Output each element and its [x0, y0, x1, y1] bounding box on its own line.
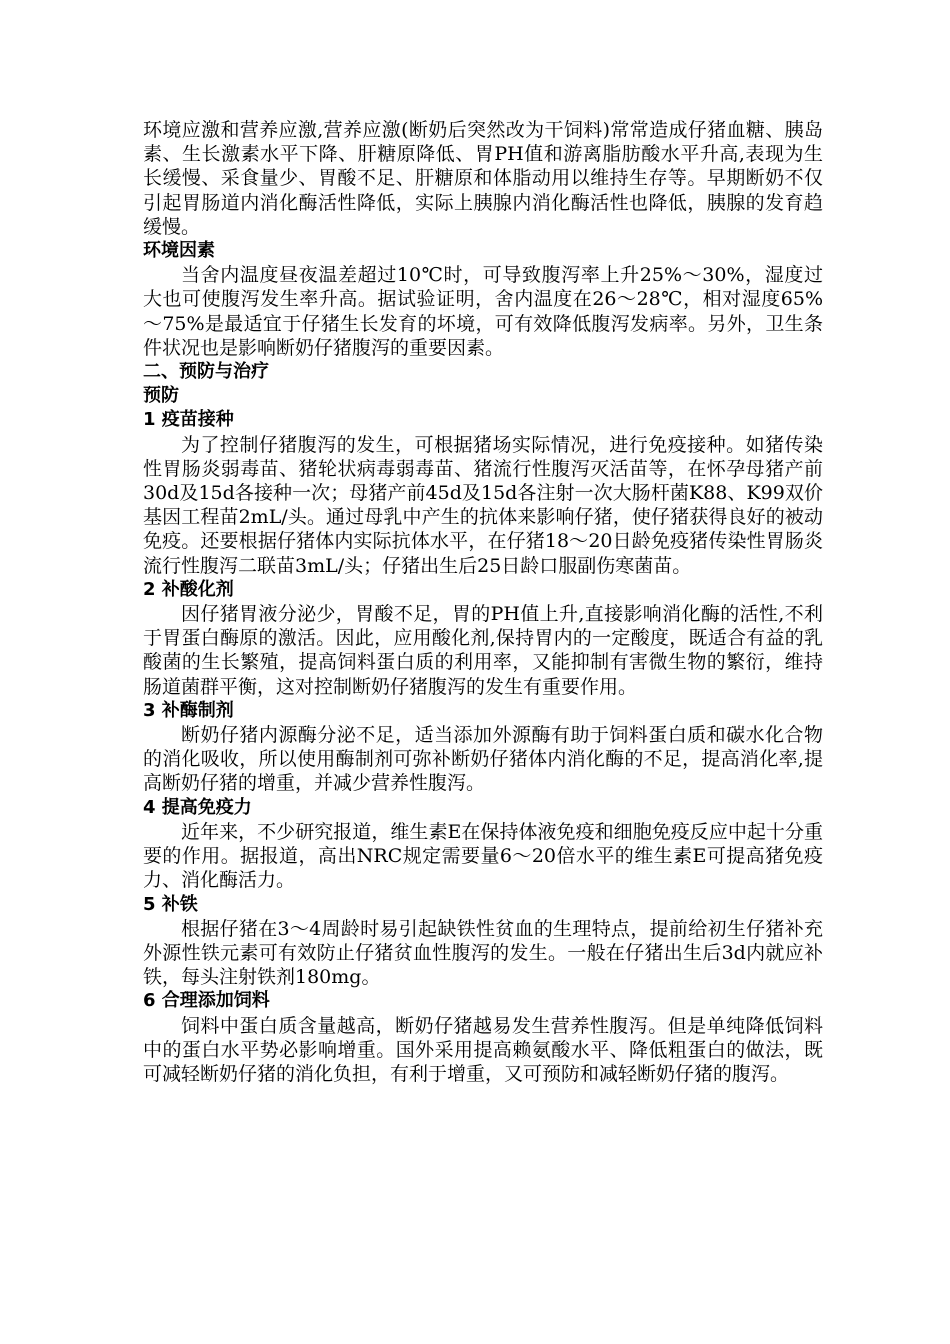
environment-paragraph: 当舍内温度昼夜温差超过10℃时，可导致腹泻率上升25%～30%，湿度过大也可使腹泻发生率升高。据试验证明，舍内温度在26～28℃，相对湿度65%～75%是最适宜于仔猪生长发育的坏境，可有效降低腹泻发病率。另外，卫生条件状况也是影响断奶仔猪腹泻的重要因素。 [143, 264, 823, 359]
immunity-paragraph: 近年来，不少研究报道，维生素E在保持体液免疫和细胞免疫反应中起十分重要的作用。据报道，高出NRC规定需要量6～20倍水平的维生素E可提高猪免疫力、消化酶活力。 [143, 820, 823, 892]
feed-paragraph: 饲料中蛋白质含量越高，断奶仔猪越易发生营养性腹泻。但是单纯降低饲料中的蛋白水平势必影响增重。国外采用提高赖氨酸水平、降低粗蛋白的做法，既可减轻断奶仔猪的消化负担，有利于增重，又可预防和减轻断奶仔猪的腹泻。 [143, 1014, 823, 1085]
heading-environment: 环境因素 [143, 240, 215, 262]
heading-enzyme: 3 补酶制剂 [143, 699, 234, 721]
iron-paragraph: 根据仔猪在3～4周龄时易引起缺铁性贫血的生理特点，提前给初生仔猪补充外源性铁元素可有效防止仔猪贫血性腹泻的发生。一般在仔猪出生后3d内就应补铁，每头注射铁剂180mg。 [143, 917, 823, 989]
vaccination-paragraph: 为了控制仔猪腹泻的发生，可根据猪场实际情况，进行免疫接种。如猪传染性胃肠炎弱毒苗、猪轮状病毒弱毒苗、猪流行性腹泻灭活苗等，在怀孕母猪产前30d及15d各接种一次；母猪产前45d及15d各注射一次大肠杆菌K88、K99双价基因工程苗2mL/头。通过母乳中产生的抗体来影响仔猪，使仔猪获得良好的被动免疫。还要根据仔猪体内实际抗体水平，在仔猪18～20日龄免疫猪传染性胃肠炎流行性腹泻二联苗3mL/头；仔猪出生后25日龄口服副伤寒菌苗。 [143, 433, 823, 577]
heading-acidifier: 2 补酸化剂 [143, 578, 234, 600]
heading-section-2: 二、预防与治疗 [143, 361, 269, 383]
heading-immunity: 4 提高免疫力 [143, 796, 252, 818]
document-body [143, 118, 823, 1086]
intro-paragraph: 环境应激和营养应激,营养应激(断奶后突然改为干饲料)常常造成仔猪血糖、胰岛素、生长激素水平下降、肝糖原降低、胃PH值和游离脂肪酸水平升高,表现为生长缓慢、采食量少、胃酸不足、肝糖原和体脂动用以维持生存等。早期断奶不仅引起胃肠道内消化酶活性降低，实际上胰腺内消化酶活性也降低，胰腺的发育趋缓慢。 [143, 119, 823, 238]
heading-vaccination: 1 疫苗接种 [143, 409, 234, 431]
heading-prevention: 预防 [143, 385, 179, 407]
heading-feed: 6 合理添加饲料 [143, 990, 270, 1012]
acidifier-paragraph: 因仔猪胃液分泌少，胃酸不足，胃的PH值上升,直接影响消化酶的活性,不利于胃蛋白酶原的激活。因此，应用酸化剂,保持胃内的一定酸度，既适合有益的乳酸菌的生长繁殖，提高饲料蛋白质的利用率，又能抑制有害微生物的繁衍，维持肠道菌群平衡，这对控制断奶仔猪腹泻的发生有重要作用。 [143, 603, 823, 698]
heading-iron: 5 补铁 [143, 893, 198, 915]
enzyme-paragraph: 断奶仔猪内源酶分泌不足，适当添加外源酶有助于饲料蛋白质和碳水化合物的消化吸收，所以使用酶制剂可弥补断奶仔猪体内消化酶的不足，提高消化率,提高断奶仔猪的增重，并减少营养性腹泻。 [143, 724, 823, 795]
